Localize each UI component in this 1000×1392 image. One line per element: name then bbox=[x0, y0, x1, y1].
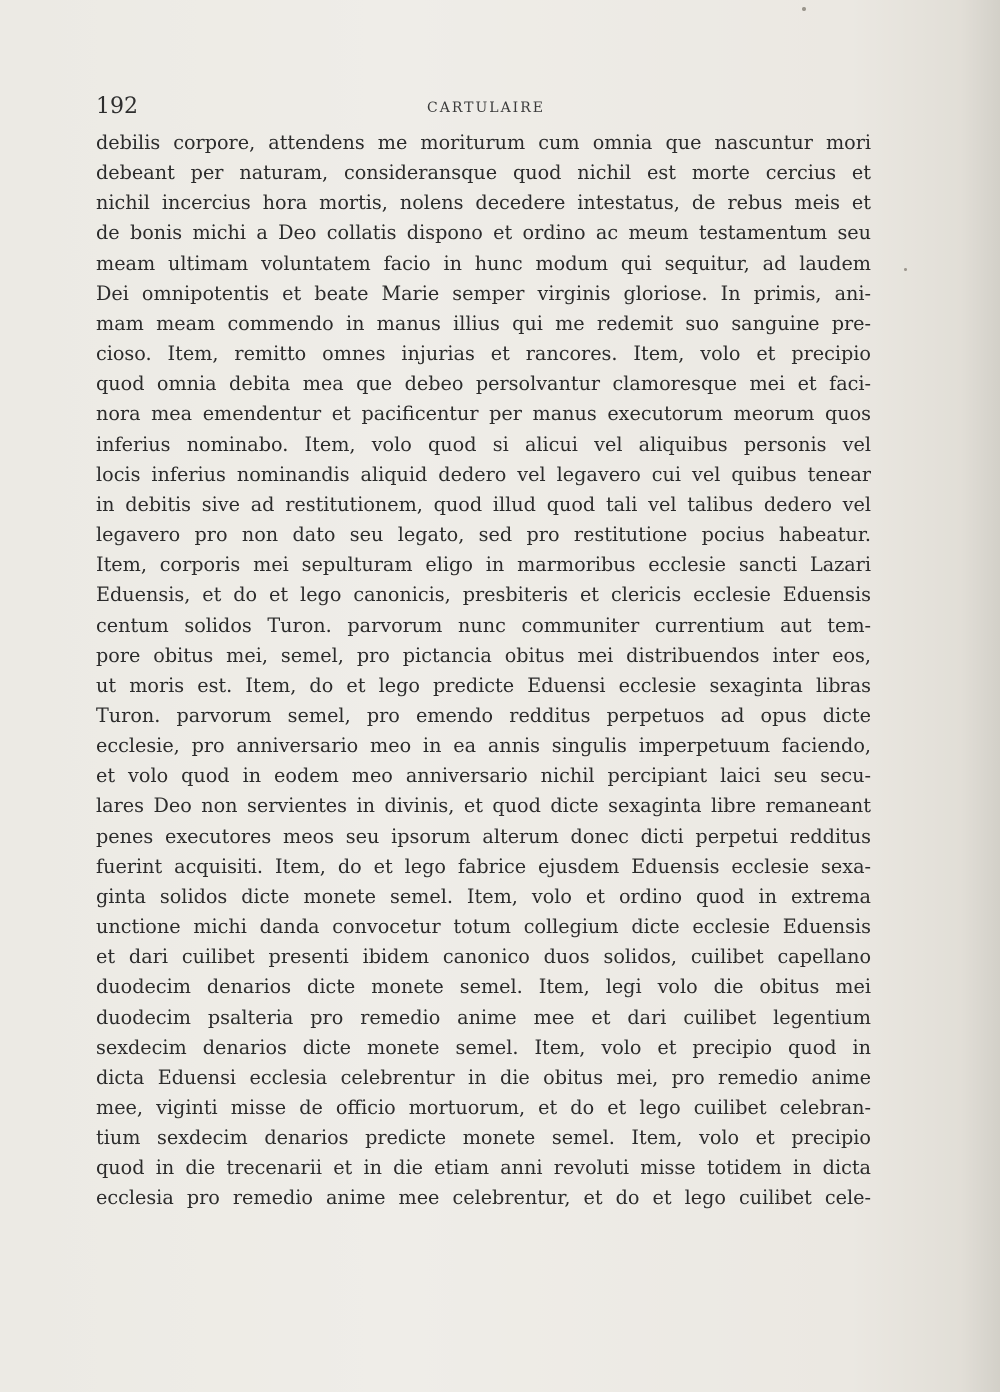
text-line: nora mea emendentur et pacificentur per manus executorum meorum quos bbox=[96, 402, 871, 426]
text-line: cioso. Item, remitto omnes injurias et rancores. Item, volo et precipio bbox=[96, 342, 871, 366]
text-line: quod omnia debita mea que debeo persolvantur clamoresque mei et faci- bbox=[96, 372, 871, 396]
text-line: duodecim psalteria pro remedio anime mee et dari cuilibet legentium bbox=[96, 1005, 871, 1029]
paper-speck bbox=[904, 268, 907, 271]
text-line: quod in die trecenarii et in die etiam anni revoluti misse totidem in dicta bbox=[96, 1156, 871, 1180]
text-line: fuerint acquisiti. Item, do et lego fabrice ejusdem Eduensis ecclesie sexa- bbox=[96, 854, 871, 878]
paper-speck bbox=[802, 7, 806, 11]
text-line: debilis corpore, attendens me moriturum cum omnia que nascuntur mori bbox=[96, 131, 871, 154]
text-line: et volo quod in eodem meo anniversario nichil percipiant laici seu secu- bbox=[96, 764, 871, 788]
text-line: Eduensis, et do et lego canonicis, presbiteris et clericis ecclesie Eduensis bbox=[96, 583, 871, 607]
text-line: de bonis michi a Deo collatis dispono et ordino ac meum testamentum seu bbox=[96, 221, 871, 245]
text-line: legavero pro non dato seu legato, sed pro restitutione pocius habeatur. bbox=[96, 523, 871, 547]
running-head bbox=[96, 94, 876, 124]
text-line: ut moris est. Item, do et lego predicte Eduensi ecclesie sexaginta libras bbox=[96, 673, 871, 697]
page-number: 192 bbox=[96, 94, 138, 119]
text-line: duodecim denarios dicte monete semel. Item, legi volo die obitus mei bbox=[96, 975, 871, 999]
text-line: ecclesie, pro anniversario meo in ea annis singulis imperpetuum faciendo, bbox=[96, 734, 871, 758]
body-text bbox=[96, 128, 871, 1214]
text-line: pore obitus mei, semel, pro pictancia obitus mei distribuendos inter eos, bbox=[96, 643, 871, 667]
text-line: lares Deo non servientes in divinis, et quod dicte sexaginta libre remaneant bbox=[96, 794, 871, 818]
text-line: dicta Eduensi ecclesia celebrentur in die obitus mei, pro remedio anime bbox=[96, 1065, 871, 1089]
text-line: tium sexdecim denarios predicte monete semel. Item, volo et precipio bbox=[96, 1126, 871, 1150]
text-line: ecclesia pro remedio anime mee celebrentur, et do et lego cuilibet cele- bbox=[96, 1186, 871, 1210]
text-line: Dei omnipotentis et beate Marie semper virginis gloriose. In primis, ani- bbox=[96, 281, 871, 305]
text-line: Item, corporis mei sepulturam eligo in marmoribus ecclesie sancti Lazari bbox=[96, 553, 871, 577]
text-line: mam meam commendo in manus illius qui me redemit suo sanguine pre- bbox=[96, 311, 871, 335]
text-line: meam ultimam voluntatem facio in hunc modum qui sequitur, ad laudem bbox=[96, 251, 871, 275]
text-line: nichil incercius hora mortis, nolens decedere intestatus, de rebus meis et bbox=[96, 191, 871, 215]
text-line: et dari cuilibet presenti ibidem canonico duos solidos, cuilibet capellano bbox=[96, 945, 871, 969]
text-line: penes executores meos seu ipsorum alterum donec dicti perpetui redditus bbox=[96, 824, 871, 848]
text-line: inferius nominabo. Item, volo quod si alicui vel aliquibus personis vel bbox=[96, 432, 871, 456]
text-line: ginta solidos dicte monete semel. Item, volo et ordino quod in extrema bbox=[96, 884, 871, 908]
text-line: Turon. parvorum semel, pro emendo redditus perpetuos ad opus dicte bbox=[96, 703, 871, 727]
page-header: CARTULAIRE bbox=[427, 100, 545, 116]
text-line: unctione michi danda convocetur totum collegium dicte ecclesie Eduensis bbox=[96, 915, 871, 939]
page-edge-shadow bbox=[960, 0, 1000, 1392]
text-line: sexdecim denarios dicte monete semel. Item, volo et precipio quod in bbox=[96, 1035, 871, 1059]
text-line: mee, viginti misse de officio mortuorum, et do et lego cuilibet celebran- bbox=[96, 1096, 871, 1119]
text-line: debeant per naturam, consideransque quod nichil est morte cercius et bbox=[96, 161, 871, 185]
text-line: in debitis sive ad restitutionem, quod illud quod tali vel talibus dedero vel bbox=[96, 492, 871, 516]
text-line: locis inferius nominandis aliquid dedero vel legavero cui vel quibus tenear bbox=[96, 462, 871, 486]
text-line: centum solidos Turon. parvorum nunc communiter currentium aut tem- bbox=[96, 613, 871, 637]
